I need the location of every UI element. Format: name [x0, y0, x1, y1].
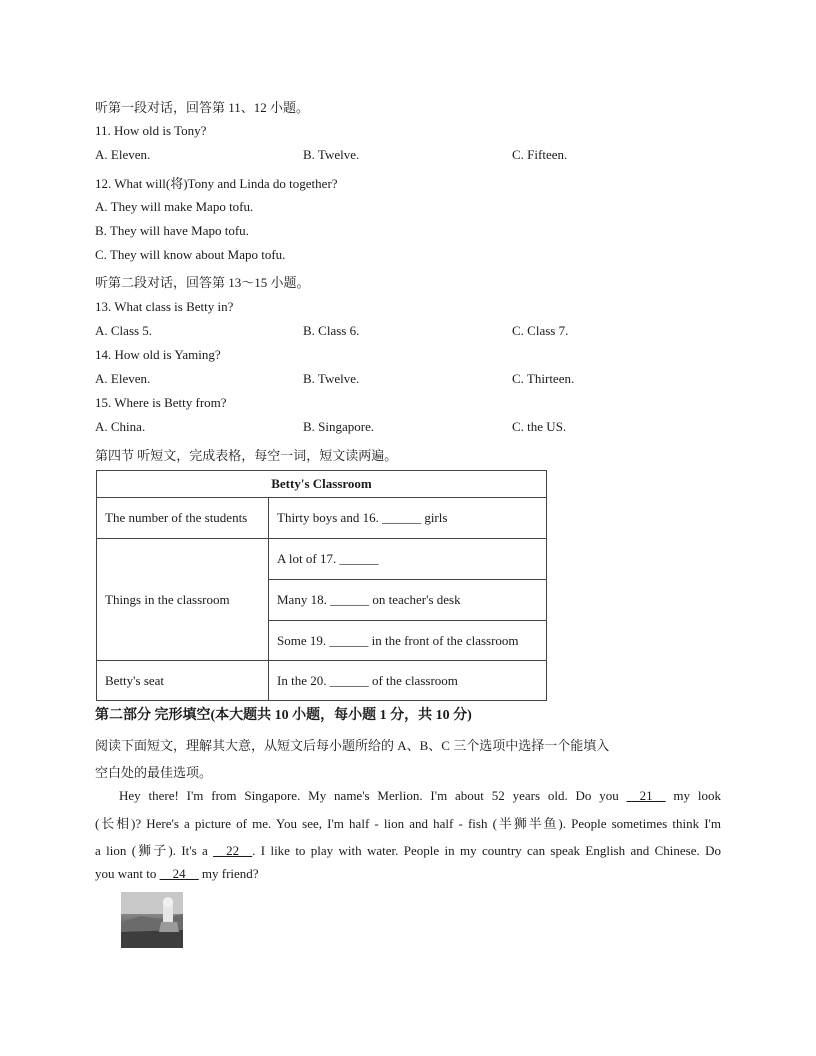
question-11-option-b: B. Twelve. — [303, 147, 360, 162]
instruction-line-2: 空白处的最佳选项。 — [95, 765, 213, 780]
question-13-option-c: C. Class 7. — [512, 323, 569, 338]
question-12-option-a: A. They will make Mapo tofu. — [95, 199, 254, 214]
part2-heading: 第二部分 完形填空(本大题共 10 小题，每小题 1 分，共 10 分) — [95, 708, 472, 723]
table-title: Betty's Classroom — [97, 471, 547, 498]
question-12-option-b: B. They will have Mapo tofu. — [95, 223, 249, 238]
question-11-option-a: A. Eleven. — [95, 147, 151, 162]
row-label-number-of-students: The number of the students — [97, 498, 269, 539]
question-12-stem: 12. What will(将)Tony and Linda do together? — [95, 176, 338, 191]
question-15-stem: 15. Where is Betty from? — [95, 395, 227, 410]
question-14-option-c: C. Thirteen. — [512, 371, 575, 386]
question-13-stem: 13. What class is Betty in? — [95, 299, 234, 314]
section2-heading: 听第二段对话，回答第 13～15 小题。 — [95, 275, 310, 290]
row-value-number-of-students: Thirty boys and 16. ______ girls — [269, 498, 547, 539]
question-11-stem: 11. How old is Tony? — [95, 123, 207, 138]
section4-heading: 第四节 听短文，完成表格，每空一词，短文读两遍。 — [95, 448, 398, 463]
row-label-things-in-classroom: Things in the classroom — [97, 539, 269, 661]
instruction-line-1: 阅读下面短文，理解其大意，从短文后每小题所给的 A、B、C 三个选项中选择一个能填入 — [95, 738, 610, 753]
question-12-option-c: C. They will know about Mapo tofu. — [95, 247, 286, 262]
section1-heading: 听第一段对话，回答第 11、12 小题。 — [95, 100, 310, 115]
bettys-classroom-table — [96, 470, 547, 701]
question-14-stem: 14. How old is Yaming? — [95, 347, 221, 362]
merlion-photo-illustration — [121, 892, 183, 948]
question-15-option-c: C. the US. — [512, 419, 567, 434]
passage-line-2: (长相)? Here's a picture of me. You see, I'm half - lion and half - fish (半狮半鱼). People sometimes think I'm — [95, 816, 721, 831]
blank-22: __22__ — [213, 843, 253, 858]
question-11-option-c: C. Fifteen. — [512, 147, 568, 162]
question-15-option-a: A. China. — [95, 419, 146, 434]
passage-line-1: Hey there! I'm from Singapore. My name's Merlion. I'm about 52 years old. Do you __21__ my look — [119, 788, 721, 803]
cloze-passage — [95, 788, 721, 888]
row-value-things-19: Some 19. ______ in the front of the classroom — [269, 621, 547, 661]
row-value-things-18: Many 18. ______ on teacher's desk — [269, 580, 547, 621]
blank-24: __24__ — [159, 866, 199, 881]
question-13-option-a: A. Class 5. — [95, 323, 153, 338]
passage-line-3: a lion (狮子). It's a __22__. I like to play with water. People in my country can speak English and Chinese. Do — [95, 843, 721, 858]
row-value-bettys-seat: In the 20. ______ of the classroom — [269, 661, 547, 701]
blank-21: __21__ — [626, 788, 666, 803]
question-14-option-b: B. Twelve. — [303, 371, 360, 386]
merlion-photo — [121, 892, 183, 948]
question-14-option-a: A. Eleven. — [95, 371, 151, 386]
row-label-bettys-seat: Betty's seat — [97, 661, 269, 701]
row-value-things-17: A lot of 17. ______ — [269, 539, 547, 580]
question-13-option-b: B. Class 6. — [303, 323, 360, 338]
passage-line-4: you want to __24__ my friend? — [95, 866, 259, 881]
question-15-option-b: B. Singapore. — [303, 419, 375, 434]
